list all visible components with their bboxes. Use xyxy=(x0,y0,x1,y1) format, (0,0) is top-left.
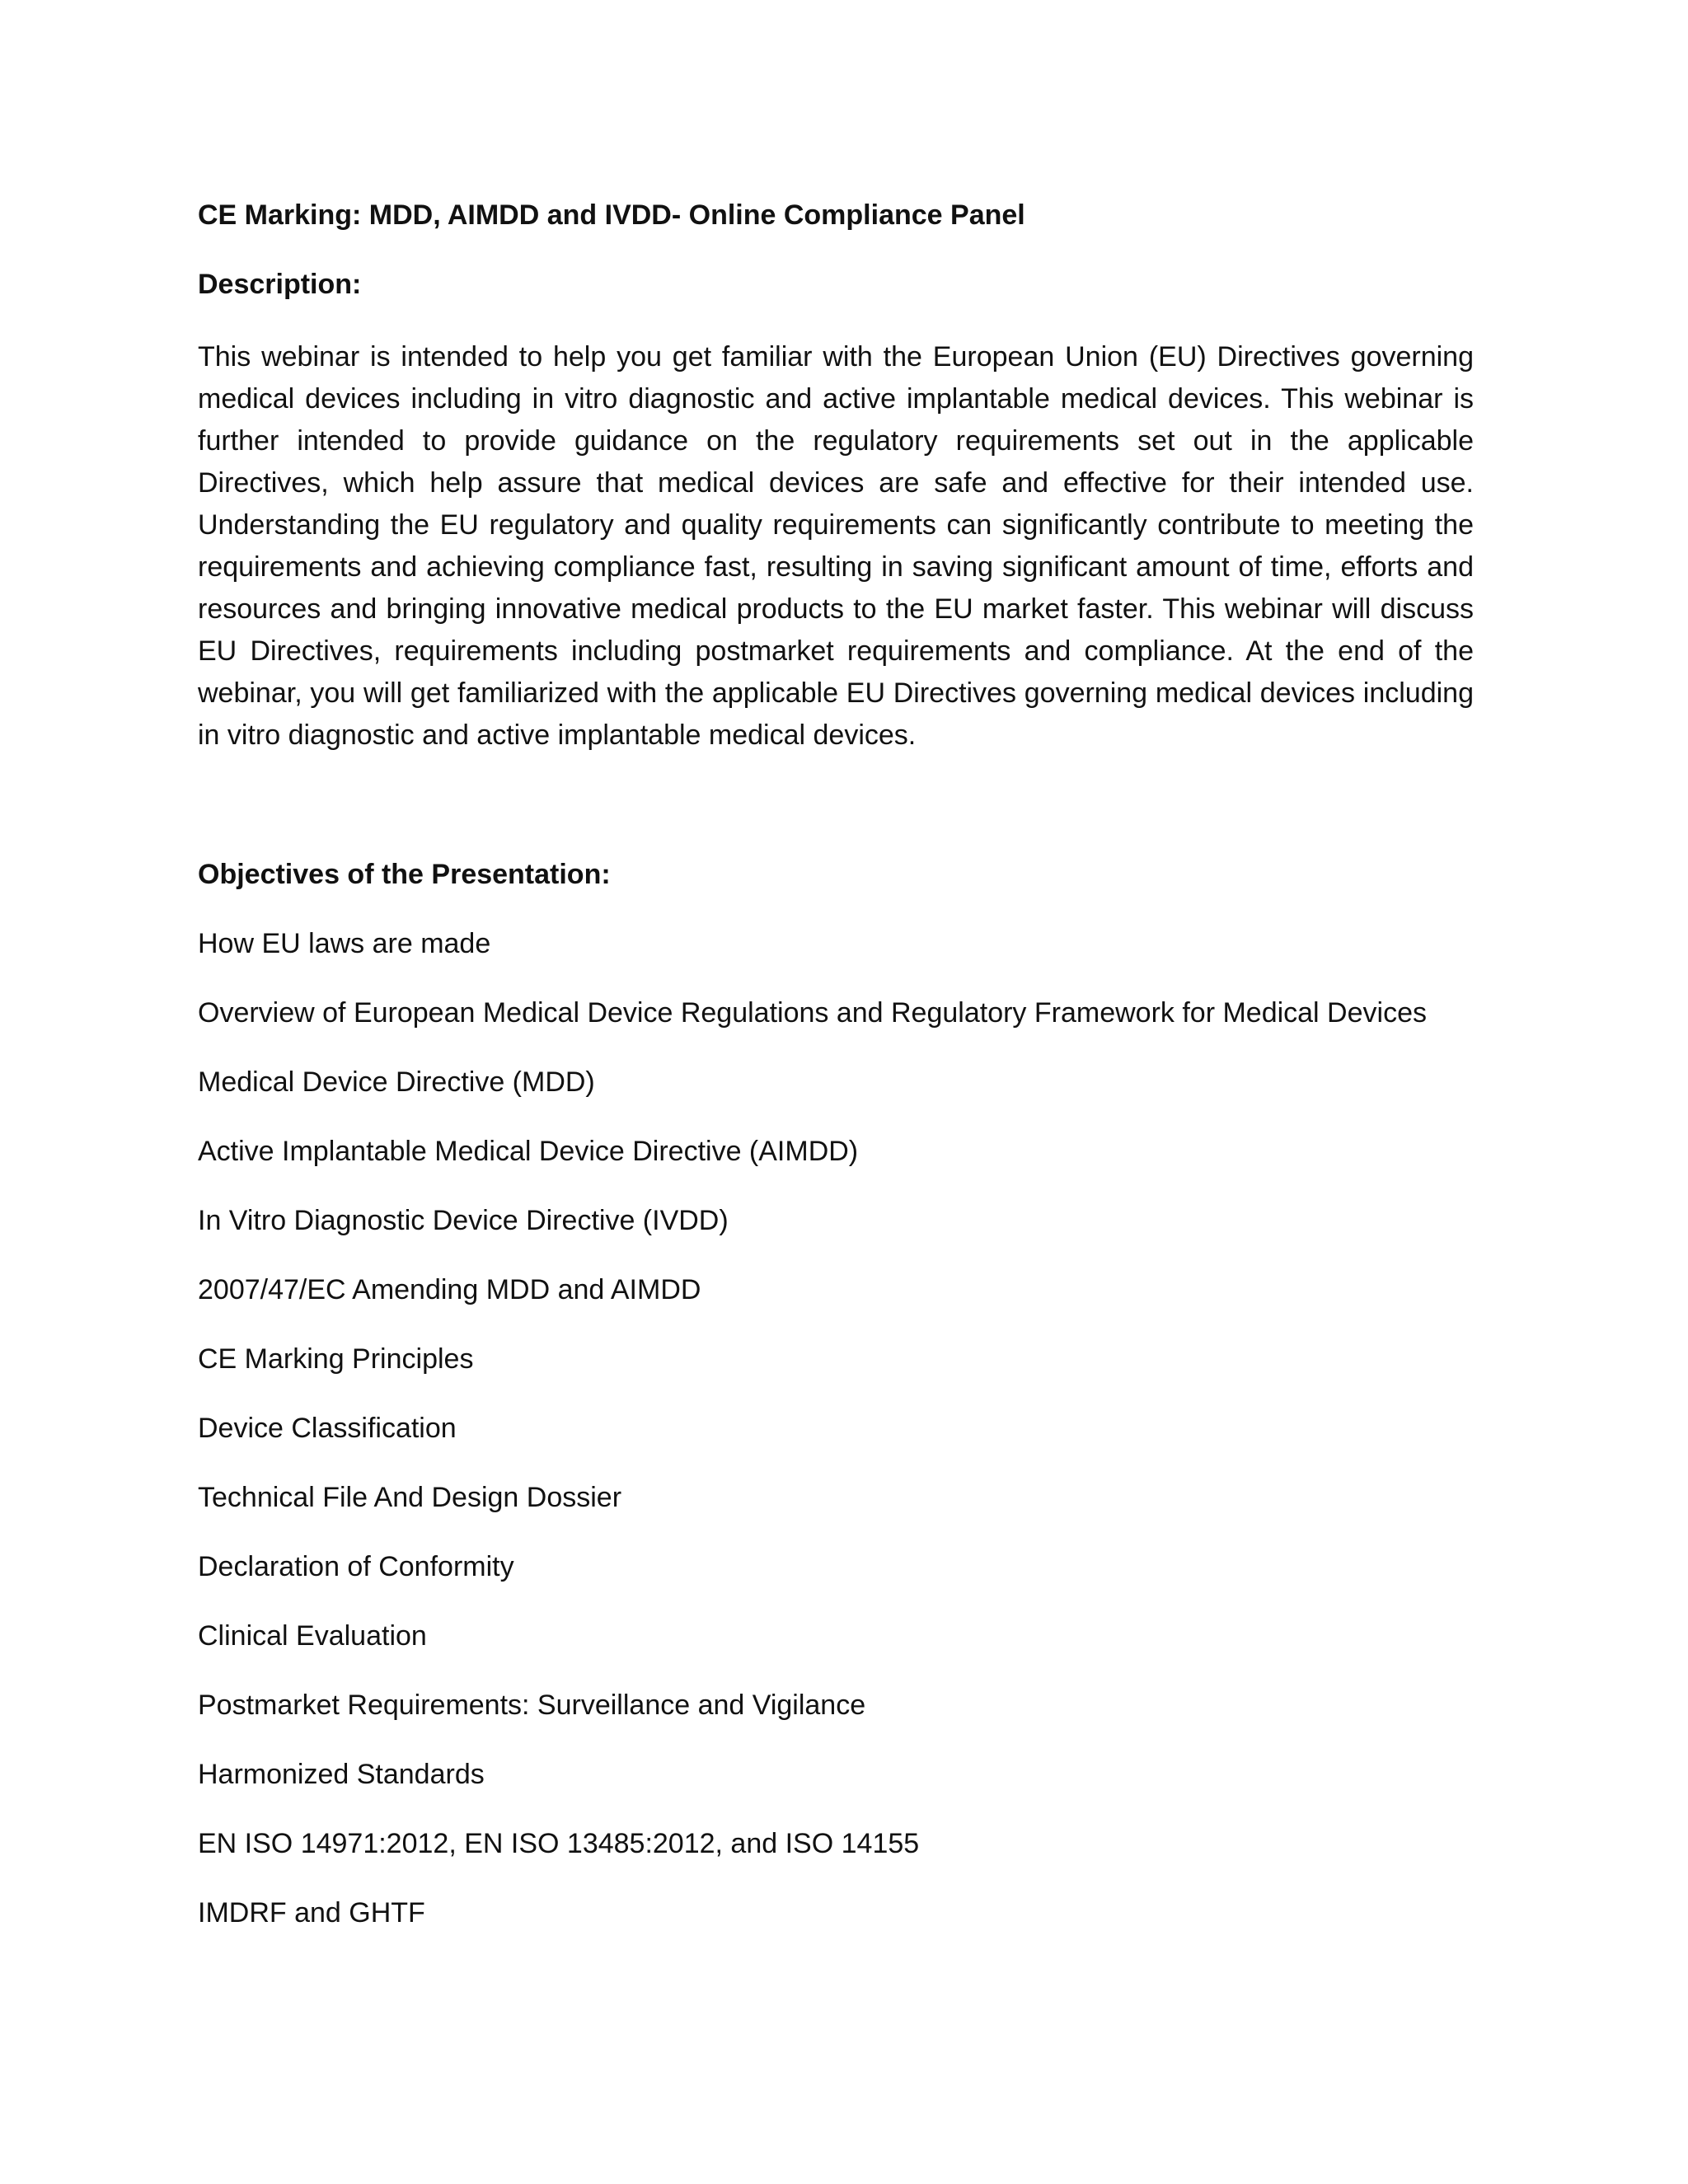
objective-item: Harmonized Standards xyxy=(198,1759,485,1790)
objective-item: How EU laws are made xyxy=(198,928,491,959)
objective-item: Declaration of Conformity xyxy=(198,1551,514,1582)
objectives-list xyxy=(198,926,1474,1930)
description-label: Description: xyxy=(198,269,362,300)
document-title: CE Marking: MDD, AIMDD and IVDD- Online Compliance Panel xyxy=(198,199,1025,231)
document-content xyxy=(198,198,1474,1965)
objective-item: CE Marking Principles xyxy=(198,1343,474,1375)
objective-item: In Vitro Diagnostic Device Directive (IVDD) xyxy=(198,1205,729,1236)
objective-item: Postmarket Requirements: Surveillance and Vigilance xyxy=(198,1690,866,1721)
objective-item: Active Implantable Medical Device Directive (AIMDD) xyxy=(198,1136,859,1167)
objective-item: EN ISO 14971:2012, EN ISO 13485:2012, and ISO 14155 xyxy=(198,1828,920,1859)
objective-item: Technical File And Design Dossier xyxy=(198,1482,622,1513)
objective-item: Medical Device Directive (MDD) xyxy=(198,1066,595,1098)
objective-item: Device Classification xyxy=(198,1413,457,1444)
objective-item: Clinical Evaluation xyxy=(198,1620,427,1652)
objective-item: 2007/47/EC Amending MDD and AIMDD xyxy=(198,1274,701,1305)
description-paragraph: This webinar is intended to help you get familiar with the European Union (EU) Directives governing medical devices including in vitro diagnostic and active implantable medical devices. This webinar is further intended to provide guidance on the regulatory requirements set out in the applicable Directives, which help assure that medical devices are safe and effective for their intended use. Understanding the EU regulatory and quality requirements can significantly contribute to meeting the requirements and achieving compliance fast, resulting in saving significant amount of time, efforts and resources and bringing innovative medical products to the EU market faster. This webinar will discuss EU Directives, requirements including postmarket requirements and compliance. At the end of the webinar, you will get familiarized with the applicable EU Directives governing medical devices including in vitro diagnostic and active implantable medical devices. xyxy=(198,341,1474,751)
objective-item: Overview of European Medical Device Regulations and Regulatory Framework for Medical Devices xyxy=(198,997,1427,1029)
objectives-heading: Objectives of the Presentation: xyxy=(198,859,611,890)
objective-item: IMDRF and GHTF xyxy=(198,1897,425,1929)
